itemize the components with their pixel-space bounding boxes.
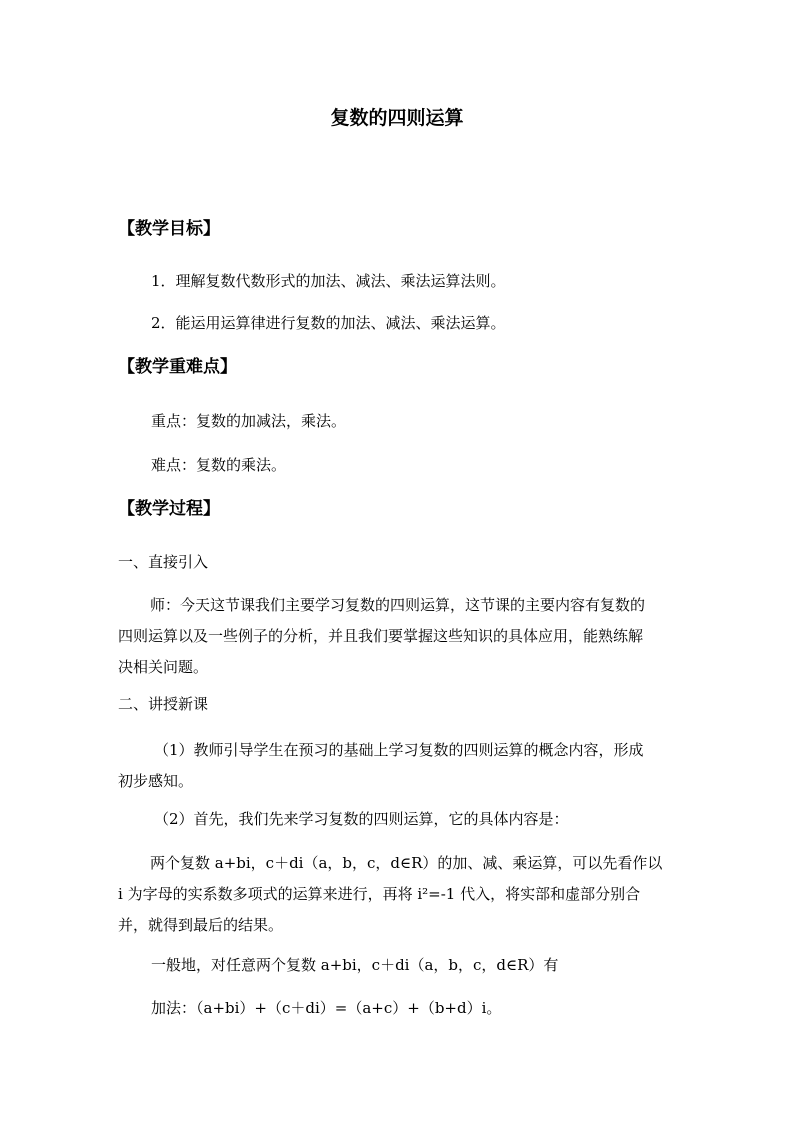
difficult-point: 难点：复数的乘法。 [151,456,287,474]
general-statement: 一般地，对任意两个复数 a+bi，c＋di（a，b，c，d∈R）有 [151,956,559,974]
goal-item-2: 2．能运用运算律进行复数的加法、减法、乘法运算。 [151,314,506,332]
process-heading: 【教学过程】 [118,499,220,519]
paragraph-line: 初步感知。 [118,772,194,790]
paragraph-line: 两个复数 a+bi，c＋di（a，b，c，d∈R）的加、减、乘运算，可以先看作以 [150,854,663,872]
goal-item-1: 1．理解复数代数形式的加法、减法、乘法运算法则。 [151,272,506,290]
rule-paragraph [118,848,678,941]
paragraph-line: 并，就得到最后的结果。 [118,916,284,934]
key-difficulty-heading: 【教学重难点】 [118,357,237,377]
step-1-paragraph [118,735,678,797]
paragraph-line: 决相关问题。 [118,658,209,676]
part-1-paragraph [118,590,678,683]
paragraph-line: （1）教师引导学生在预习的基础上学习复数的四则运算的概念内容，形成 [154,741,644,759]
step-2-line: （2）首先，我们先来学习复数的四则运算，它的具体内容是： [154,810,569,828]
paragraph-line: i 为字母的实系数多项式的运算来进行，再将 i²=-1 代入，将实部和虚部分别合 [118,885,641,903]
part-2-title: 二、讲授新课 [118,695,209,713]
addition-rule: 加法：（a+bi）+（c＋di）=（a+c）+（b+d）i。 [151,999,502,1017]
paragraph-line: 师：今天这节课我们主要学习复数的四则运算，这节课的主要内容有复数的 [150,596,646,614]
goals-heading: 【教学目标】 [118,219,220,239]
key-point: 重点：复数的加减法，乘法。 [151,412,347,430]
paragraph-line: 四则运算以及一些例子的分析，并且我们要掌握这些知识的具体应用，能熟练解 [118,627,644,645]
document-title: 复数的四则运算 [330,107,464,129]
part-1-title: 一、直接引入 [118,553,209,571]
